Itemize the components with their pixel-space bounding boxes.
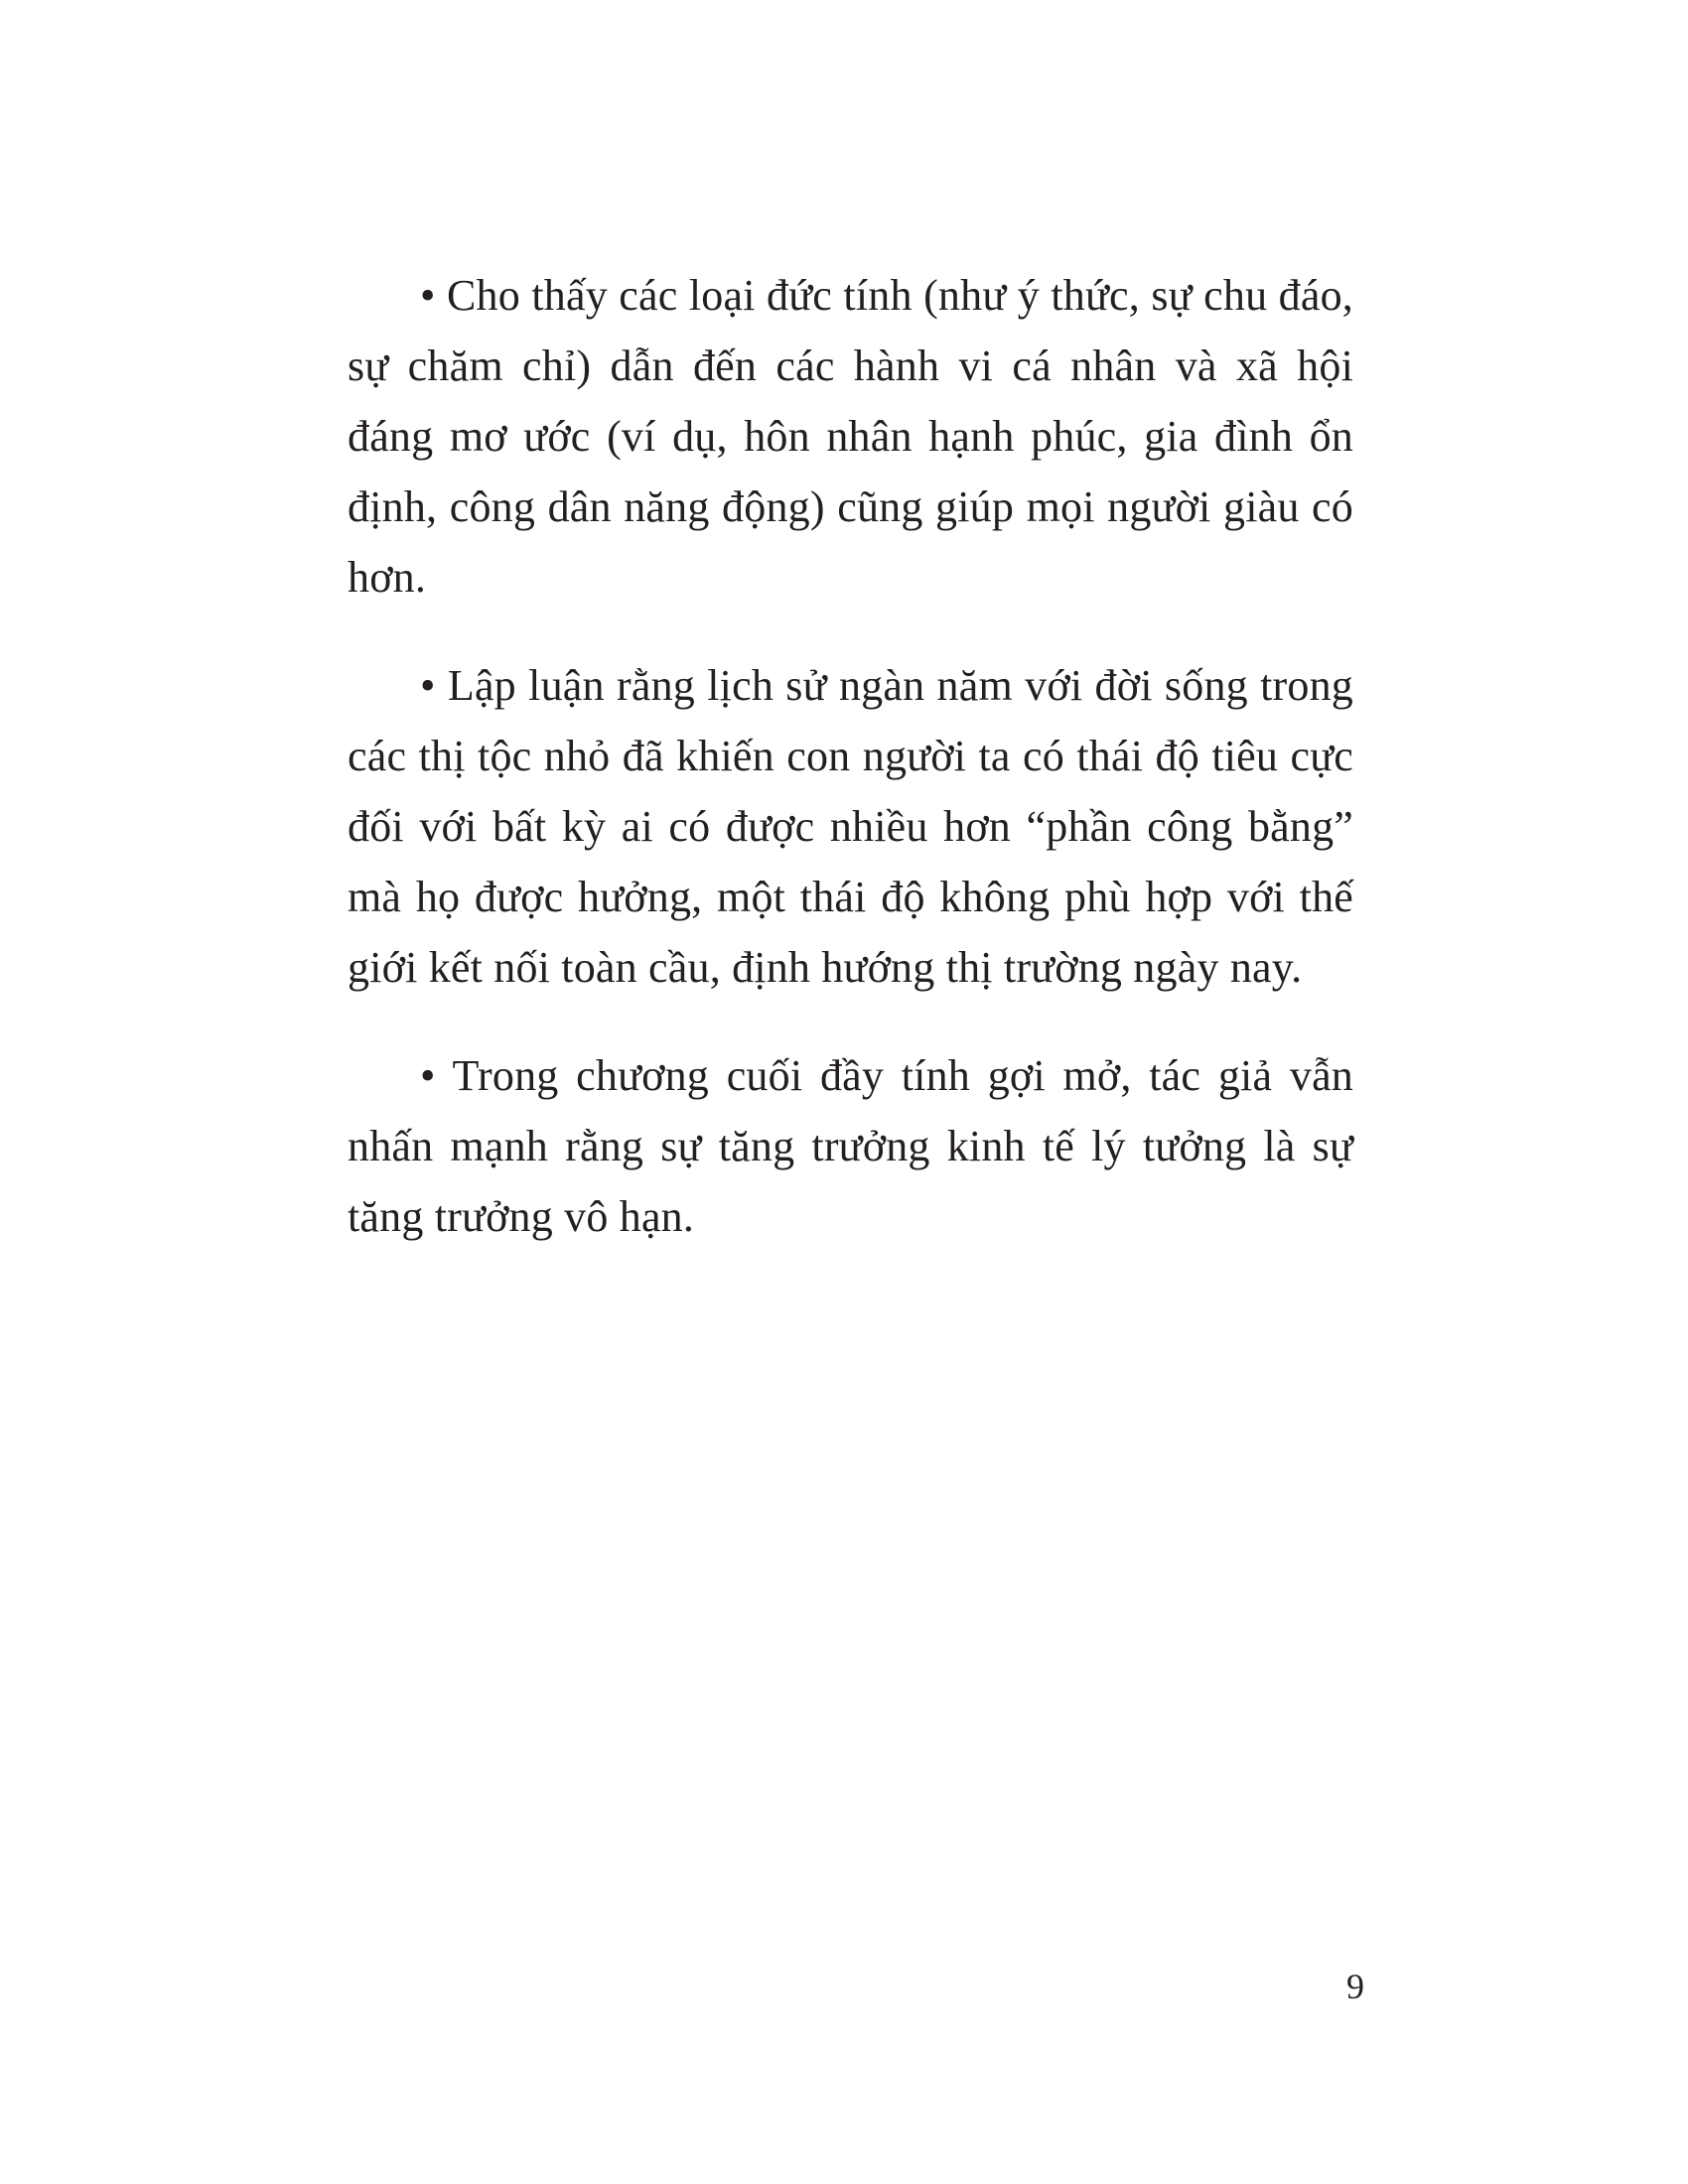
body-text [348,260,1353,1290]
bullet-paragraph-3: • Trong chương cuối đầy tính gợi mở, tác giả vẫn nhấn mạnh rằng sự tăng trưởng kinh tế lý tưởng là sự tăng trưởng vô hạn. [348,1051,1353,1241]
page-number: 9 [1346,1967,1364,2006]
bullet-paragraph-2: • Lập luận rằng lịch sử ngàn năm với đời sống trong các thị tộc nhỏ đã khiến con người ta có thái độ tiêu cực đối với bất kỳ ai có được nhiều hơn “phần công bằng” mà họ được hưởng, một thái độ không phù hợp với thế giới kết nối toàn cầu, định hướng thị trường ngày nay. [348,661,1353,992]
bullet-paragraph-1: • Cho thấy các loại đức tính (như ý thức, sự chu đáo, sự chăm chỉ) dẫn đến các hành vi cá nhân và xã hội đáng mơ ước (ví dụ, hôn nhân hạnh phúc, gia đình ổn định, công dân năng động) cũng giúp mọi người giàu có hơn. [348,271,1353,602]
